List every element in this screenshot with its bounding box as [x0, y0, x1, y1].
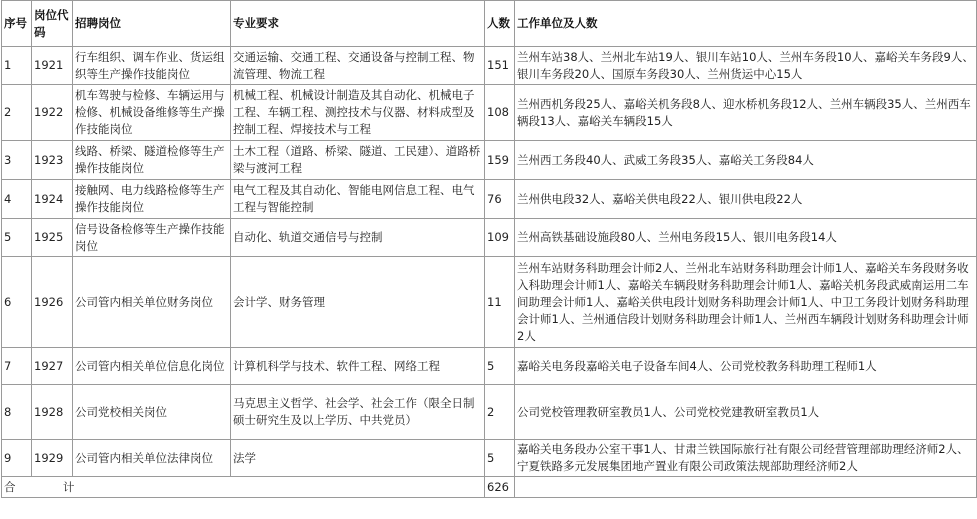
header-major: 专业要求 [231, 1, 485, 47]
row-units: 兰州西机务段25人、嘉峪关机务段8人、迎水桥机务段12人、兰州车辆段35人、兰州西车辆段13人、嘉峪关车辆段15人 [515, 85, 977, 141]
row-seq: 1 [2, 47, 32, 85]
table-row [2, 257, 977, 348]
row-count: 109 [485, 219, 515, 257]
row-count: 159 [485, 141, 515, 180]
total-units-empty [515, 477, 977, 498]
row-major: 电气工程及其自动化、智能电网信息工程、电气工程与智能控制 [231, 180, 485, 219]
row-code: 1929 [32, 440, 73, 477]
table-row [2, 440, 977, 477]
row-position: 公司管内相关单位法律岗位 [73, 440, 231, 477]
row-code: 1922 [32, 85, 73, 141]
row-units: 嘉峪关电务段办公室干事1人、甘肃兰铁国际旅行社有限公司经营管理部助理经济师2人、宁夏铁路多元发展集团地产置业有限公司政策法规部助理经济师2人 [515, 440, 977, 477]
table-row [2, 348, 977, 385]
row-code: 1924 [32, 180, 73, 219]
row-major: 马克思主义哲学、社会学、社会工作（限全日制硕士研究生及以上学历、中共党员） [231, 385, 485, 440]
total-count: 626 [485, 477, 515, 498]
row-seq: 2 [2, 85, 32, 141]
row-seq: 4 [2, 180, 32, 219]
row-count: 76 [485, 180, 515, 219]
row-position: 线路、桥梁、隧道检修等生产操作技能岗位 [73, 141, 231, 180]
row-count: 11 [485, 257, 515, 348]
row-code: 1923 [32, 141, 73, 180]
row-position: 公司管内相关单位财务岗位 [73, 257, 231, 348]
table-row [2, 85, 977, 141]
table-row [2, 141, 977, 180]
row-major: 法学 [231, 440, 485, 477]
row-units: 兰州供电段32人、嘉峪关供电段22人、银川供电段22人 [515, 180, 977, 219]
row-code: 1921 [32, 47, 73, 85]
recruitment-table [1, 0, 977, 498]
total-row [2, 477, 977, 498]
row-count: 5 [485, 348, 515, 385]
row-position: 公司管内相关单位信息化岗位 [73, 348, 231, 385]
row-seq: 3 [2, 141, 32, 180]
row-seq: 9 [2, 440, 32, 477]
header-position: 招聘岗位 [73, 1, 231, 47]
header-seq: 序号 [2, 1, 32, 47]
row-code: 1925 [32, 219, 73, 257]
row-code: 1926 [32, 257, 73, 348]
header-count: 人数 [485, 1, 515, 47]
row-units: 兰州西工务段40人、武威工务段35人、嘉峪关工务段84人 [515, 141, 977, 180]
header-units: 工作单位及人数 [515, 1, 977, 47]
row-count: 5 [485, 440, 515, 477]
row-position: 接触网、电力线路检修等生产操作技能岗位 [73, 180, 231, 219]
row-position: 行车组织、调车作业、货运组织等生产操作技能岗位 [73, 47, 231, 85]
total-label [2, 477, 485, 498]
row-position: 机车驾驶与检修、车辆运用与检修、机械设备维修等生产操作技能岗位 [73, 85, 231, 141]
row-major: 交通运输、交通工程、交通设备与控制工程、物流管理、物流工程 [231, 47, 485, 85]
row-seq: 8 [2, 385, 32, 440]
row-units: 兰州车站38人、兰州北车站19人、银川车站10人、兰州车务段10人、嘉峪关车务段9人、银川车务段20人、国原车务段30人、兰州货运中心15人 [515, 47, 977, 85]
row-count: 2 [485, 385, 515, 440]
row-units: 兰州车站财务科助理会计师2人、兰州北车站财务科助理会计师1人、嘉峪关车务段财务收入科助理会计师1人、嘉峪关车辆段财务科助理会计师1人、嘉峪关机务段武威南运用二车间助理会计师1人、嘉峪关供电段计划财务科助理会计师1人、中卫工务段计划财务科助理会计师1人、兰州通信段计划财务科助理会计师1人、兰州西车辆段计划财务科助理会计师2人 [515, 257, 977, 348]
row-seq: 6 [2, 257, 32, 348]
row-position: 公司党校相关岗位 [73, 385, 231, 440]
row-count: 108 [485, 85, 515, 141]
row-major: 会计学、财务管理 [231, 257, 485, 348]
table-row [2, 180, 977, 219]
row-count: 151 [485, 47, 515, 85]
row-seq: 7 [2, 348, 32, 385]
row-major: 机械工程、机械设计制造及其自动化、机械电子工程、车辆工程、测控技术与仪器、材料成型及控制工程、焊接技术与工程 [231, 85, 485, 141]
table-row [2, 47, 977, 85]
row-major: 土木工程（道路、桥梁、隧道、工民建）、道路桥梁与渡河工程 [231, 141, 485, 180]
row-major: 计算机科学与技术、软件工程、网络工程 [231, 348, 485, 385]
row-major: 自动化、轨道交通信号与控制 [231, 219, 485, 257]
total-label-right: 计 [62, 479, 75, 494]
row-units: 嘉峪关电务段嘉峪关电子设备车间4人、公司党校教务科助理工程师1人 [515, 348, 977, 385]
row-position: 信号设备检修等生产操作技能岗位 [73, 219, 231, 257]
row-code: 1928 [32, 385, 73, 440]
row-code: 1927 [32, 348, 73, 385]
header-row [2, 1, 977, 47]
table-row [2, 219, 977, 257]
header-code: 岗位代码 [32, 1, 73, 47]
total-label-left: 合 [4, 479, 16, 494]
row-seq: 5 [2, 219, 32, 257]
table-row [2, 385, 977, 440]
row-units: 公司党校管理教研室教员1人、公司党校党建教研室教员1人 [515, 385, 977, 440]
row-units: 兰州高铁基础设施段80人、兰州电务段15人、银川电务段14人 [515, 219, 977, 257]
